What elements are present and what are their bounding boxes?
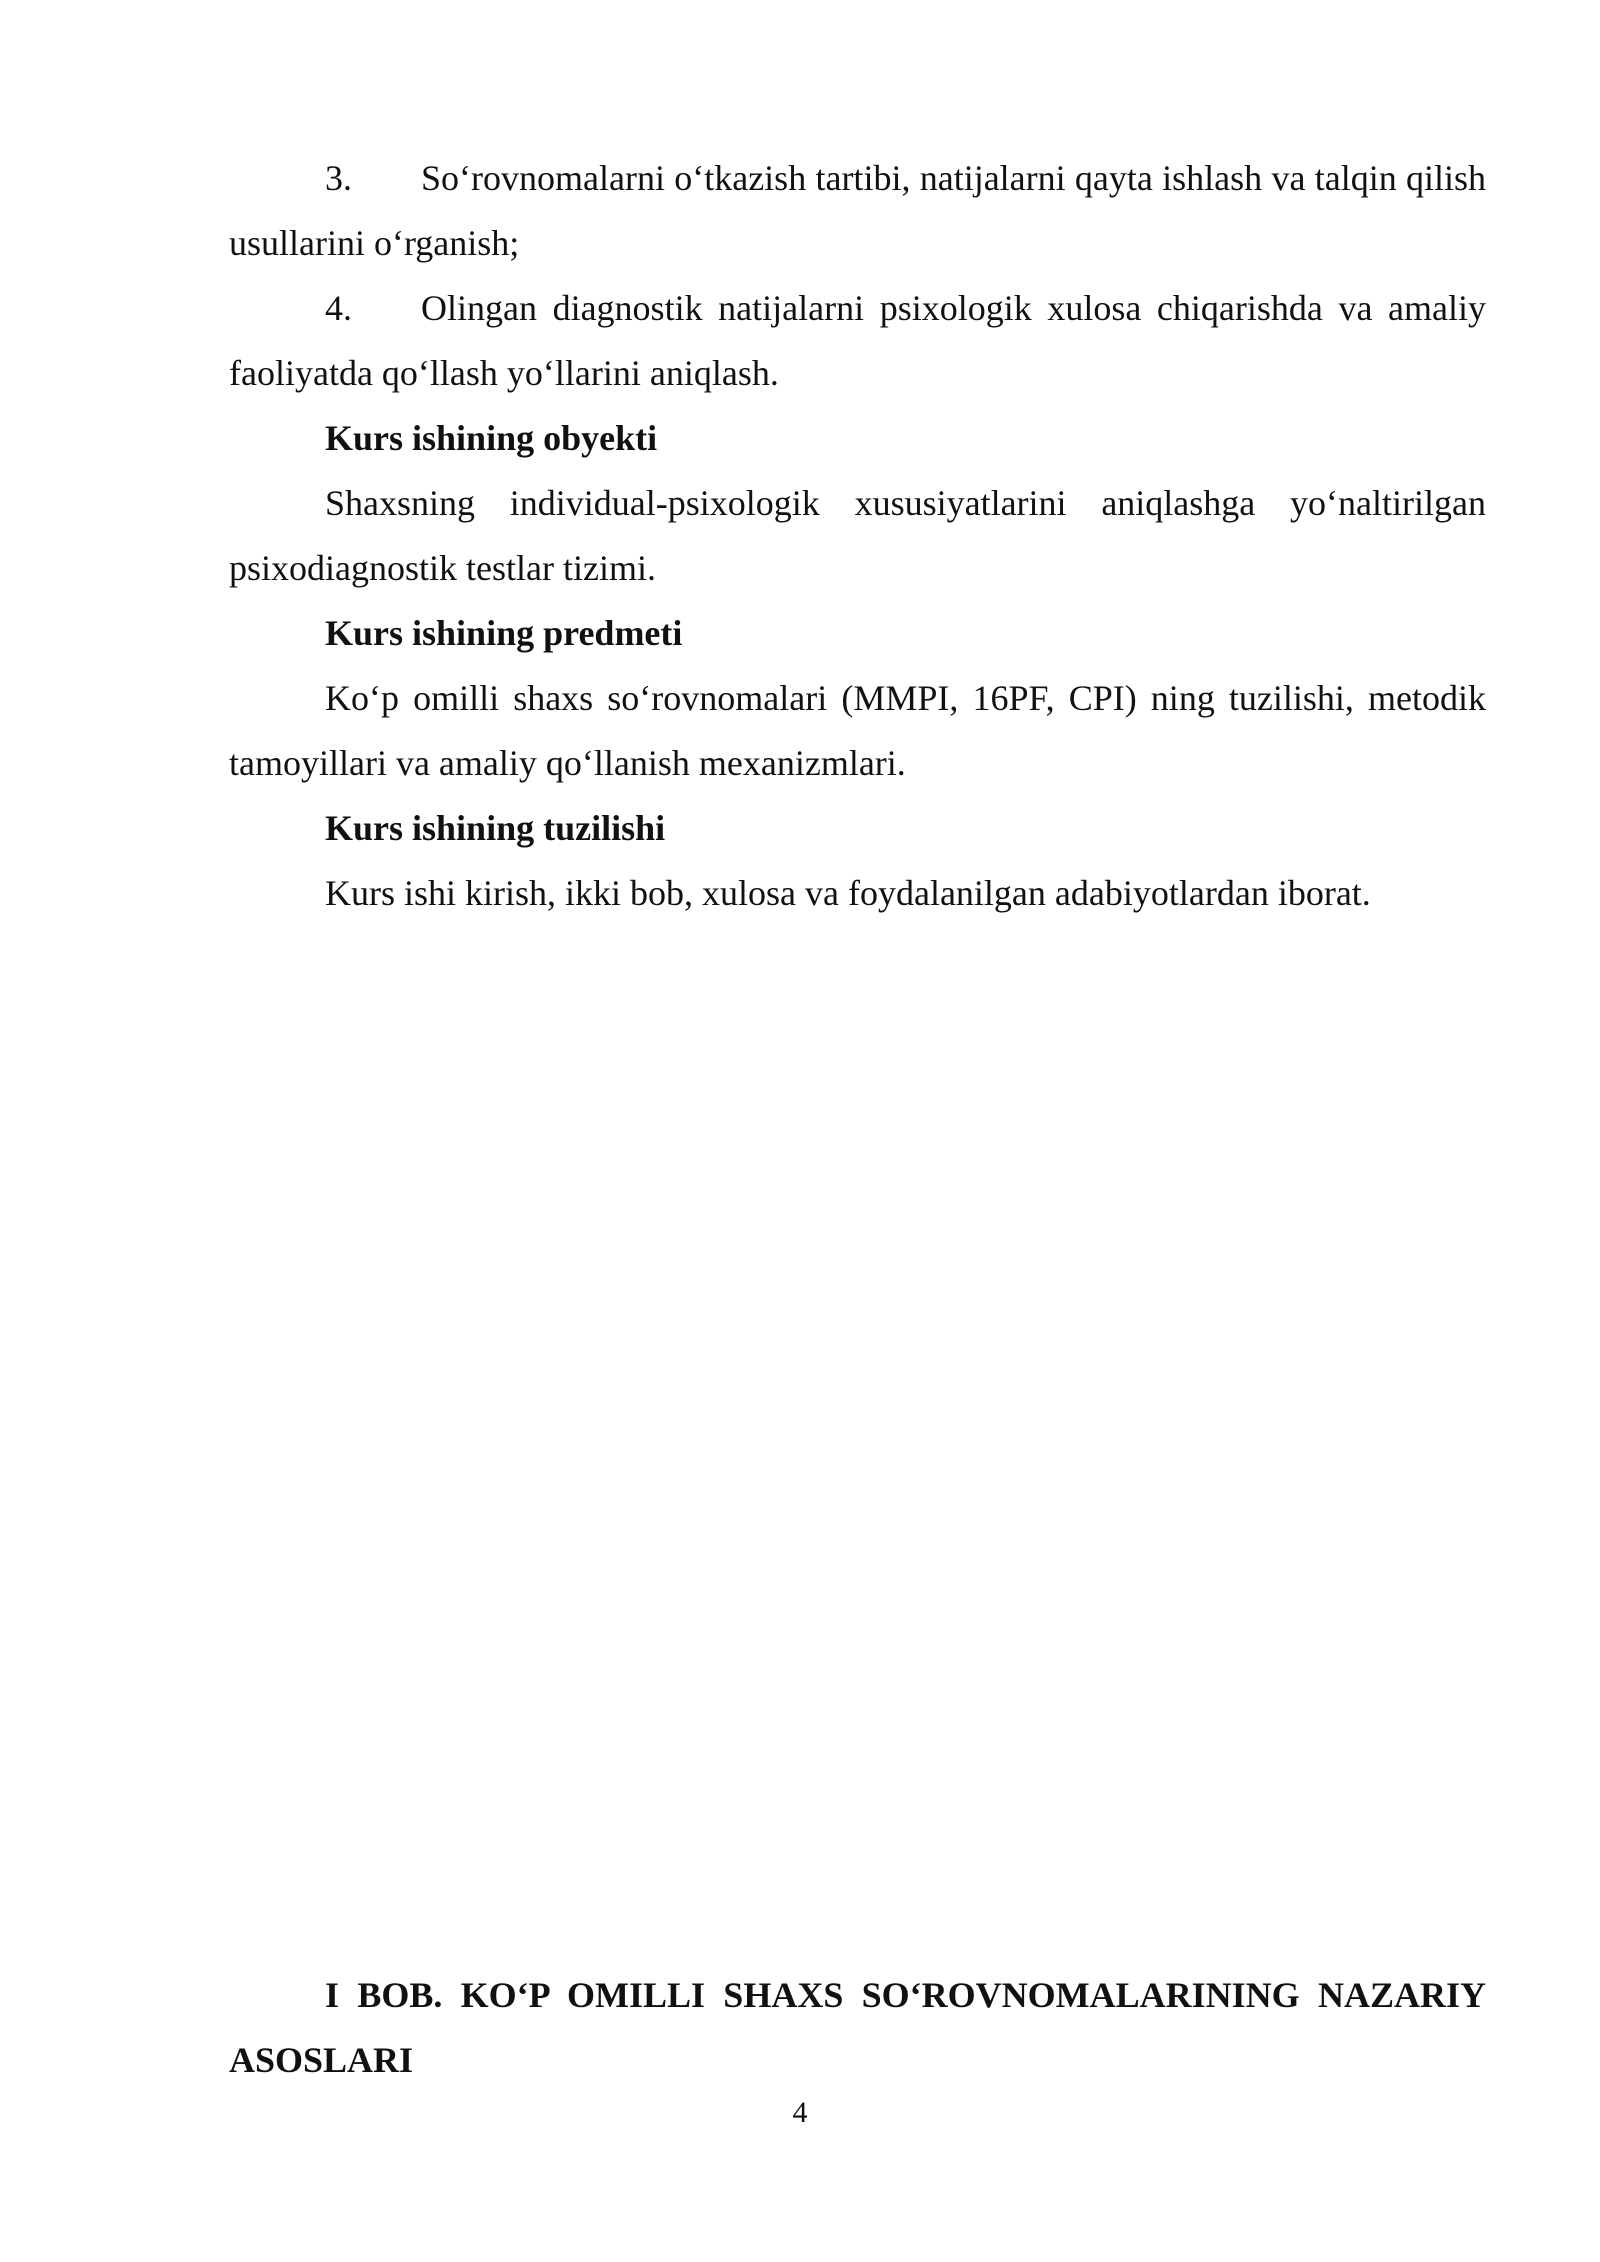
section-heading-obyekt: Kurs ishining obyekti	[325, 418, 658, 458]
list-item-number: 3.	[325, 158, 352, 198]
chapter-title: I BOB. KO‘P OMILLI SHAXS SO‘ROVNOMALARINING NAZARIY ASOSLARI	[229, 1975, 1486, 2080]
section-body-predmet: Ko‘p omilli shaxs so‘rovnomalari (MMPI, 16PF, CPI) ning tuzilishi, metodik tamoyillari va amaliy qo‘llanish mexanizmlari.	[229, 678, 1486, 783]
page-number: 4	[792, 2096, 808, 2129]
list-item-4	[229, 276, 1486, 406]
section-heading-predmet: Kurs ishining predmeti	[325, 613, 683, 653]
list-item-3	[229, 146, 1486, 276]
list-item-number: 4.	[325, 288, 352, 328]
section-body-tuzilishi: Kurs ishi kirish, ikki bob, xulosa va foydalanilgan adabiyotlardan iborat.	[325, 873, 1371, 913]
section-body-obyekt: Shaxsning individual-psixologik xususiyatlarini aniqlashga yo‘naltirilgan psixodiagnostik testlar tizimi.	[229, 483, 1486, 588]
page-body	[229, 146, 1486, 926]
list-item-text: So‘rovnomalarni o‘tkazish tartibi, natijalarni qayta ishlash va talqin qilish usullarini o‘rganish;	[229, 158, 1486, 263]
section-heading-tuzilishi: Kurs ishining tuzilishi	[325, 808, 666, 848]
list-item-text: Olingan diagnostik natijalarni psixologik xulosa chiqarishda va amaliy faoliyatda qo‘llash yo‘llarini aniqlash.	[229, 288, 1486, 393]
